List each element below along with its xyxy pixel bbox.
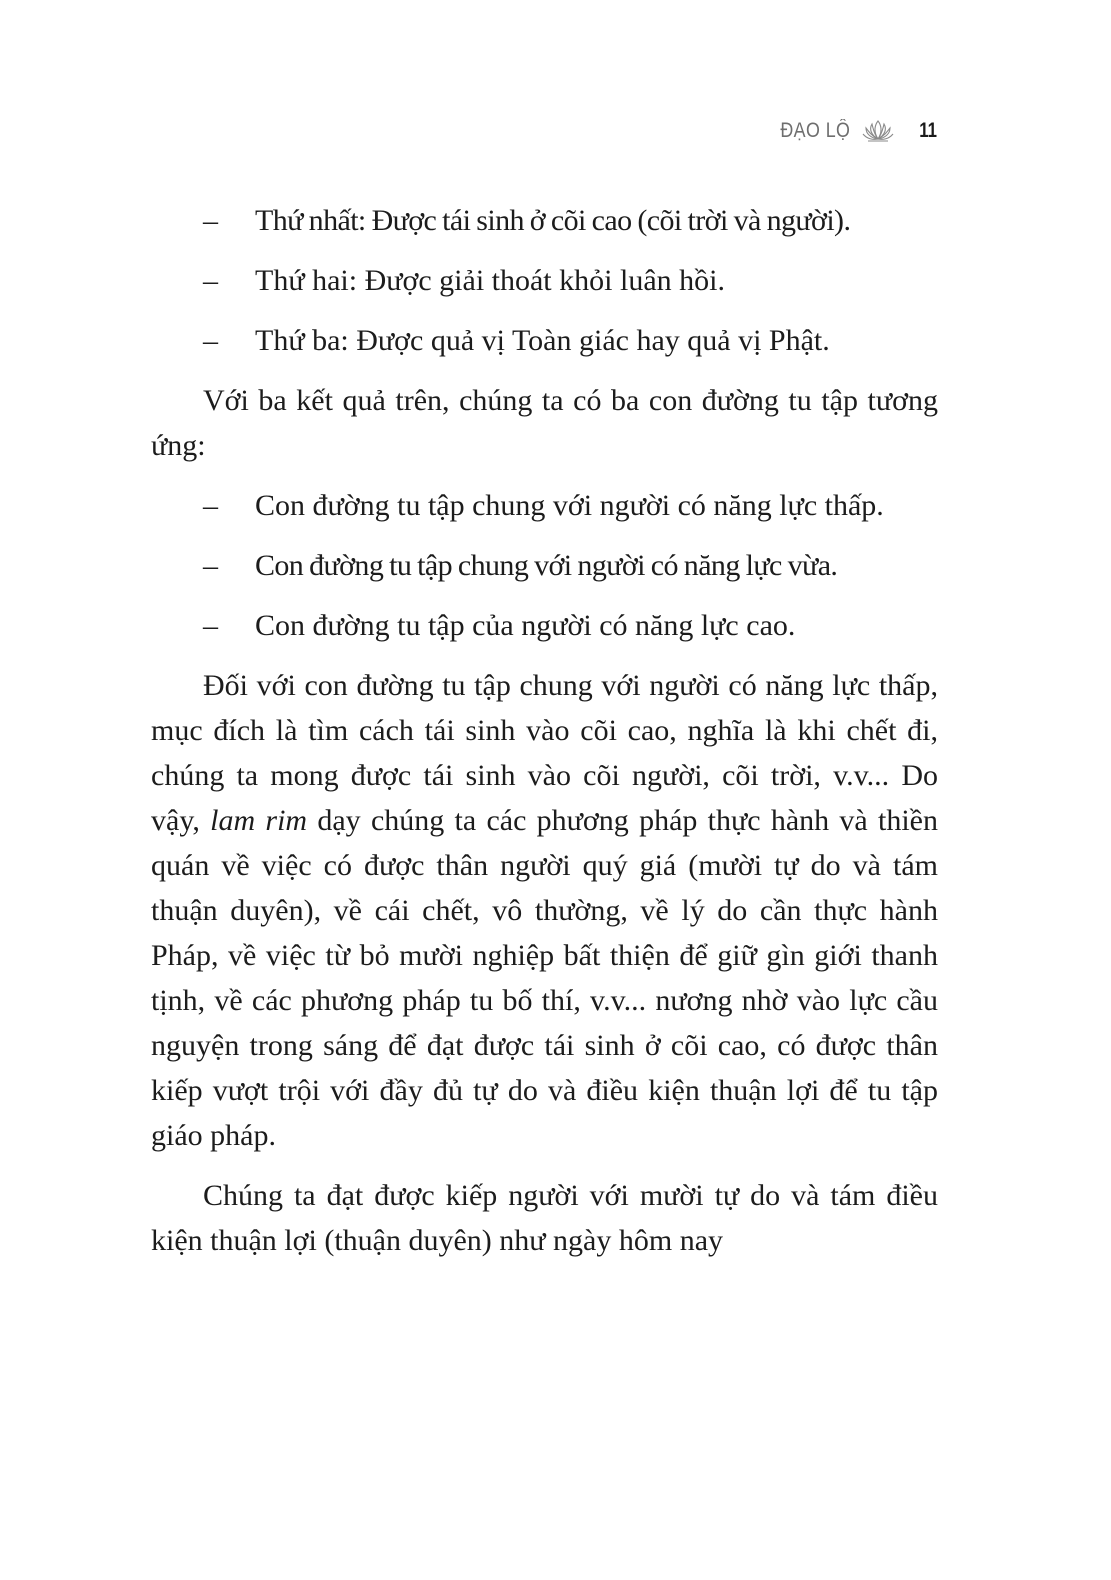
paragraph-text: dạy chúng ta các phương pháp thực hành và thiền quán về việc có được thân người quý giá (mười tự do và tám thuận duyên), về cái chết, vô thường, về lý do cần thực hành Pháp, về việc từ bỏ mười nghiệp bất thiện để giữ gìn giới thanh tịnh, về các phương pháp tu bố thí, v.v... nương nhờ vào lực cầu nguyện trong sáng để đạt được tái sinh ở cõi cao, có được thân kiếp vượt trội với đầy đủ tự do và điều kiện thuận lợi để tu tập giáo pháp. — [151, 804, 938, 1152]
list-item-text: Thứ ba: Được quả vị Toàn giác hay quả vị Phật. — [255, 324, 830, 357]
list-item-text: Con đường tu tập chung với người có năng lực vừa. — [255, 549, 838, 582]
list-item — [151, 198, 938, 243]
list-item-text: Thứ hai: Được giải thoát khỏi luân hồi. — [255, 264, 725, 297]
list-dash: – — [203, 549, 218, 582]
page-body — [151, 198, 938, 1278]
page-number: 11 — [919, 119, 937, 142]
paragraph-text: Đối với con đường tu tập chung với người có năng lực thấp, mục đích là tìm cách tái sinh vào cõi cao, nghĩa là khi chết đi, chúng ta mong được tái sinh vào cõi người, cõi trời, v.v... Do vậy, — [151, 669, 938, 837]
list-dash: – — [203, 204, 218, 237]
paragraph — [151, 663, 938, 1158]
list-item — [151, 258, 938, 303]
list-item — [151, 318, 938, 363]
list-item — [151, 543, 938, 588]
list-dash: – — [203, 324, 218, 357]
list-item-text: Con đường tu tập của người có năng lực cao. — [255, 609, 796, 642]
paragraph: Với ba kết quả trên, chúng ta có ba con đường tu tập tương ứng: — [151, 384, 938, 462]
italic-term: lam rim — [210, 804, 308, 837]
running-head — [768, 118, 939, 144]
running-title: ĐẠO LỘ — [780, 119, 851, 142]
lotus-icon — [861, 118, 895, 144]
list-dash: – — [203, 264, 218, 297]
list-dash: – — [203, 609, 218, 642]
list-item — [151, 483, 938, 528]
list-dash: – — [203, 489, 218, 522]
list-item-text: Thứ nhất: Được tái sinh ở cõi cao (cõi trời và người). — [255, 204, 851, 237]
paragraph: Chúng ta đạt được kiếp người với mười tự do và tám điều kiện thuận lợi (thuận duyên) như ngày hôm nay — [151, 1179, 938, 1257]
list-item-text: Con đường tu tập chung với người có năng lực thấp. — [255, 489, 884, 522]
list-item — [151, 603, 938, 648]
